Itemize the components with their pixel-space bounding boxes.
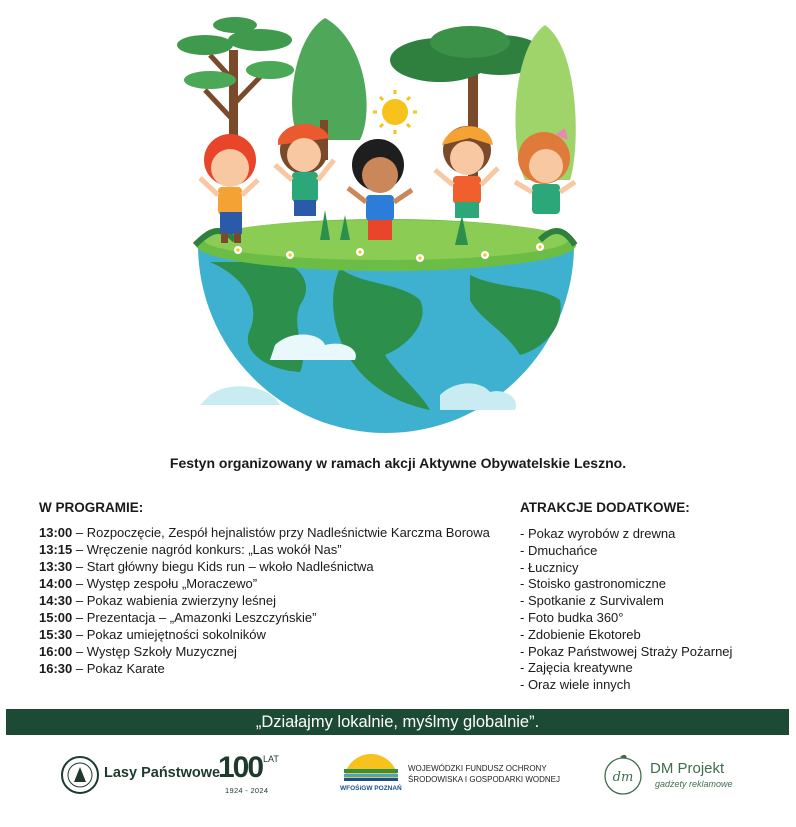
child-1: [200, 134, 258, 243]
program-description: – Występ Szkoły Muzycznej: [72, 644, 237, 659]
extras-item: - Pokaz wyrobów z drewna: [520, 526, 676, 541]
program-description: – Pokaz Karate: [72, 661, 165, 676]
program-item: [39, 626, 519, 643]
globe: [198, 245, 574, 433]
extras-list: [520, 526, 790, 694]
dm-name: DM Projekt: [650, 760, 725, 777]
program-time: 13:00: [39, 525, 73, 540]
program-heading: W PROGRAMIE:: [39, 500, 144, 515]
extras-item: - Łucznicy: [520, 559, 579, 575]
wfosigw-line2: ŚRODOWISKA I GOSPODARKI WODNEJ: [408, 775, 561, 784]
anniversary-years: 1924 - 2024: [225, 786, 269, 795]
program-item: [39, 592, 519, 609]
program-time: 13:15: [39, 542, 73, 557]
extras-item: - Dmuchańce: [520, 542, 598, 558]
program-item: [39, 575, 519, 592]
program-time: 15:00: [39, 610, 73, 625]
lasy-panstwowe-logo: [60, 749, 290, 801]
dm-emblem-icon: [600, 751, 646, 797]
extras-item: - Zdobienie Ekotoreb: [520, 626, 641, 642]
extras-item: - Oraz wiele innych: [520, 677, 631, 693]
wfosigw-logo: [338, 749, 568, 801]
sponsor-logos: [0, 745, 796, 805]
slogan-banner: „Działajmy lokalnie, myślmy globalnie”.: [6, 709, 789, 735]
program-item: [39, 643, 519, 660]
extras-item: - Foto budka 360°: [520, 609, 624, 625]
program-time: 16:00: [39, 644, 73, 659]
program-time: 14:30: [39, 593, 73, 608]
event-intro: Festyn organizowany w ramach akcji Aktywne Obywatelskie Leszno.: [169, 455, 627, 471]
program-description: – Wręczenie nagród konkurs: „Las wokół Nas”: [72, 542, 342, 557]
program-item: [39, 609, 519, 626]
program-description: – Prezentacja – „Amazonki Leszczyńskie”: [72, 610, 317, 625]
extras-item: - Pokaz Państwowej Straży Pożarnej: [520, 643, 733, 659]
program-item: [39, 524, 519, 541]
program-item: [39, 541, 519, 558]
dm-projekt-logo: [598, 749, 758, 801]
program-time: 15:30: [39, 627, 73, 642]
program-description: – Występ zespołu „Moraczewo”: [72, 576, 258, 591]
program-description: – Pokaz umiejętności sokolników: [72, 627, 266, 642]
extras-item: - Stoisko gastronomiczne: [520, 576, 666, 592]
lasy-name: Lasy Państwowe: [104, 765, 221, 781]
anniversary-badge: 100: [218, 751, 263, 784]
wfosigw-emblem-icon: [340, 751, 402, 785]
program-item: [39, 558, 519, 575]
program-list: [39, 524, 519, 677]
extras-heading: ATRAKCJE DODATKOWE:: [520, 500, 690, 515]
wfosigw-line1: WOJEWÓDZKI FUNDUSZ OCHRONY: [408, 764, 547, 773]
child-2: [275, 124, 334, 216]
wfosigw-fullname: [408, 763, 560, 785]
program-description: – Rozpoczęcie, Zespół hejnalistów przy Nadleśnictwie Karczma Borowa: [72, 525, 490, 540]
dm-tagline: gadżety reklamowe: [655, 779, 733, 789]
lasy-emblem-icon: [60, 755, 100, 795]
dm-monogram: dm: [612, 770, 634, 785]
child-4: [435, 126, 498, 218]
extras-item: - Spotkanie z Survivalem: [520, 593, 664, 609]
wfosigw-tag: WFOŚiGW POZNAŃ: [340, 785, 402, 792]
anniversary-lat: LAT: [263, 754, 279, 764]
program-time: 16:30: [39, 661, 73, 676]
extras-item: - Zajęcia kreatywne: [520, 660, 633, 676]
program-time: 14:00: [39, 576, 73, 591]
program-description: – Start główny biegu Kids run – wkoło Nadleśnictwa: [72, 559, 374, 574]
program-description: – Pokaz wabienia zwierzyny leśnej: [72, 593, 277, 608]
program-time: 13:30: [39, 559, 73, 574]
program-item: [39, 660, 519, 677]
